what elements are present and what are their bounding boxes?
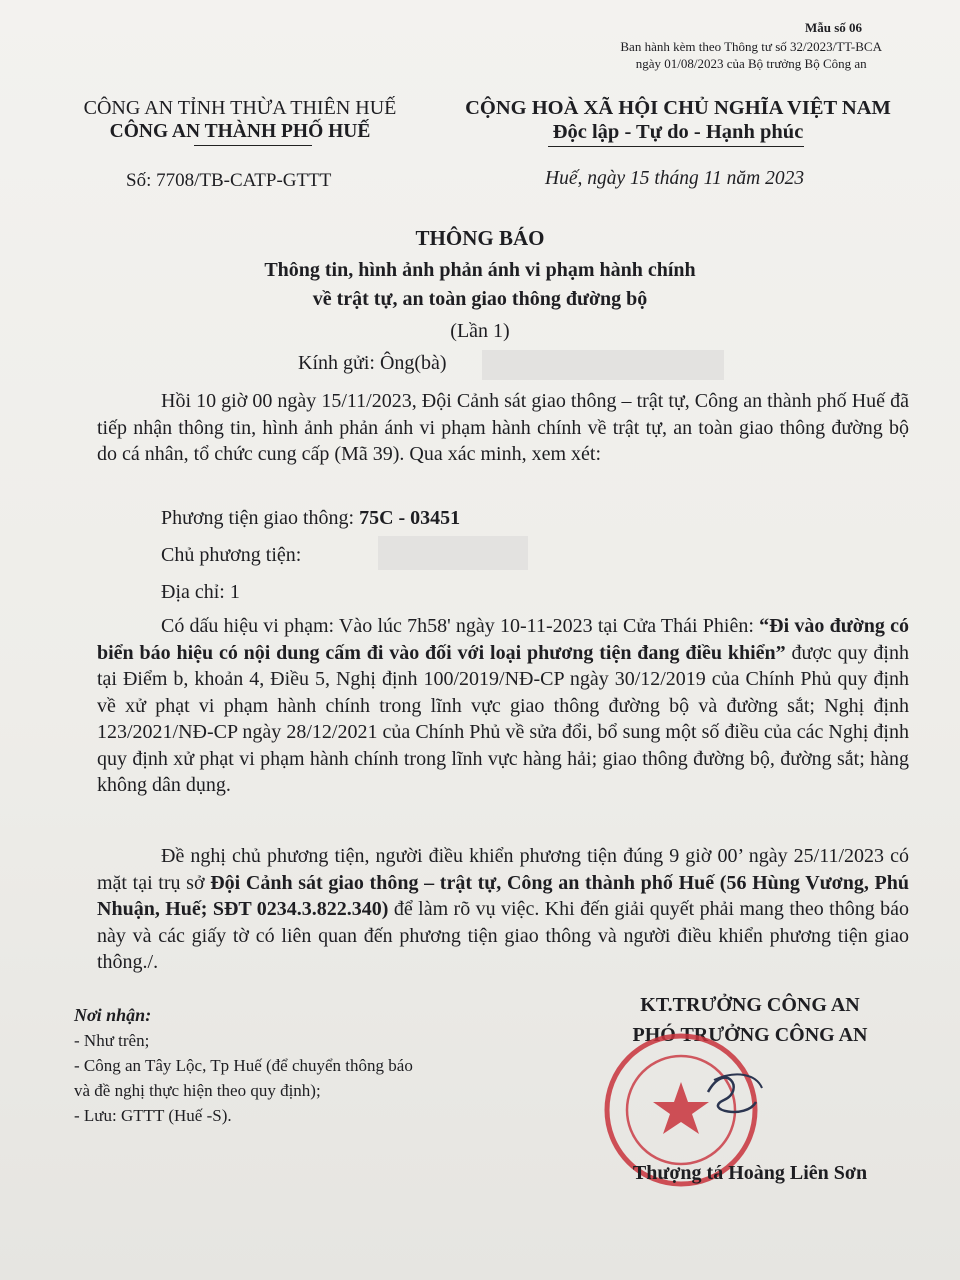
recipient-item: và đề nghị thực hiện theo quy định); <box>74 1081 321 1100</box>
office-address: Đội Cảnh sát giao thông – trật tự, Công an thành phố Huế (56 Hùng Vương, Phú Nhuận, Huế; SĐT 0234.3.822.340) <box>97 871 910 920</box>
national-header <box>452 96 904 144</box>
recipients-heading: Nơi nhận: <box>74 1005 152 1025</box>
document-subtitle: Thông tin, hình ảnh phản ánh vi phạm hành chính về trật tự, an toàn giao thông đường bộ <box>264 259 696 310</box>
recipient-item: - Lưu: GTTT (Huế -S). <box>74 1106 232 1125</box>
form-number: Mẫu số 06 <box>804 20 862 35</box>
vehicle-field <box>161 507 460 530</box>
owner-field <box>161 544 301 567</box>
document-number: Số: 7708/TB-CATP-GTTT <box>126 170 332 191</box>
paragraph-receipt: Hồi 10 giờ 00 ngày 15/11/2023, Đội Cảnh sát giao thông – trật tự, Công an thành phố Huế đã tiếp nhận thông tin, hình ảnh phản ánh vi phạm hành chính về trật tự, an toàn giao thông đường bộ do cá nhân, tổ chức cung cấp (Mã 39). Qua xác minh, xem xét: <box>97 390 909 465</box>
vehicle-plate: 75C - 03451 <box>359 507 461 529</box>
paragraph-request: Đề nghị chủ phương tiện, người điều khiển phương tiện đúng 9 giờ 00’ ngày 25/11/2023 có mặt tại trụ sở Đội Cảnh sát giao thông – trật tự, Công an thành phố Huế (56 Hùng Vương, Phú Nhuận, Huế; SĐT 0234.3.822.340) để làm rõ vụ việc. Khi đến giải quyết phải mang theo thông báo này và các giấy tờ có liên quan đến phương tiện giao thông và người điều khiển phương tiện giao thông./. <box>97 845 910 973</box>
recipients-block <box>74 1003 544 1128</box>
issuing-agency: CÔNG AN THÀNH PHỐ HUẾ <box>109 121 371 142</box>
document-title: THÔNG BÁO <box>415 226 545 250</box>
address-field <box>161 581 240 604</box>
paragraph-violation: Có dấu hiệu vi phạm: Vào lúc 7h58' ngày 10-11-2023 tại Cửa Thái Phiên: “Đi vào đường có biển báo hiệu có nội dung cấm đi vào đối với loại phương tiện đang điều khiển” được quy định tại Điểm b, khoản 4, Điều 5, Nghị định 100/2019/NĐ-CP ngày 30/12/2019 của Chính Phủ quy định về xử phạt vi phạm hành chính trong lĩnh vực giao thông đường bộ và đường sắt; Nghị định 123/2021/NĐ-CP ngày 28/12/2021 của Chính Phủ về sửa đổi, bổ sung một số điều của các Nghị định quy định xử phạt vi phạm hành chính trong lĩnh vực hàng hải; giao thông đường bộ, đường sắt; hàng không dân dụng. <box>97 615 909 796</box>
violation-description: “Đi vào đường có biển báo hiệu có nội dung cấm đi vào đối với loại phương tiện đang điều khiển” <box>97 615 909 664</box>
address-label: Địa chỉ: 1 <box>161 581 240 603</box>
document-date: Huế, ngày 15 tháng 11 năm 2023 <box>545 168 805 189</box>
vehicle-label: Phương tiện giao thông: <box>161 507 355 529</box>
redacted-addressee <box>482 350 724 380</box>
agency-underline <box>194 145 312 146</box>
addressee-line <box>298 352 447 375</box>
parent-agency: CÔNG AN TỈNH THỪA THIÊN HUẾ <box>83 97 397 119</box>
redacted-owner <box>378 536 528 570</box>
signature-title: KT.TRƯỞNG CÔNG AN PHÓ TRƯỞNG CÔNG AN <box>632 994 868 1046</box>
country-name: CỘNG HOÀ XÃ HỘI CHỦ NGHĨA VIỆT NAM <box>465 97 891 119</box>
recipient-item: - Như trên; <box>74 1031 150 1050</box>
national-motto: Độc lập - Tự do - Hạnh phúc <box>552 121 804 143</box>
owner-label: Chủ phương tiện: <box>161 544 302 566</box>
form-issued-note: Ban hành kèm theo Thông tư số 32/2023/TT-BCA ngày 01/08/2023 của Bộ trưởng Bộ Công an <box>620 39 882 71</box>
recipient-item: - Công an Tây Lộc, Tp Huế (để chuyển thông báo <box>74 1056 413 1075</box>
agency-header <box>60 96 420 144</box>
signer-name: Thượng tá Hoàng Liên Sơn <box>632 1162 868 1184</box>
notice-round: (Lần 1) <box>450 320 510 342</box>
addressee-label: Kính gửi: Ông(bà) <box>298 352 447 374</box>
motto-underline <box>548 146 804 147</box>
